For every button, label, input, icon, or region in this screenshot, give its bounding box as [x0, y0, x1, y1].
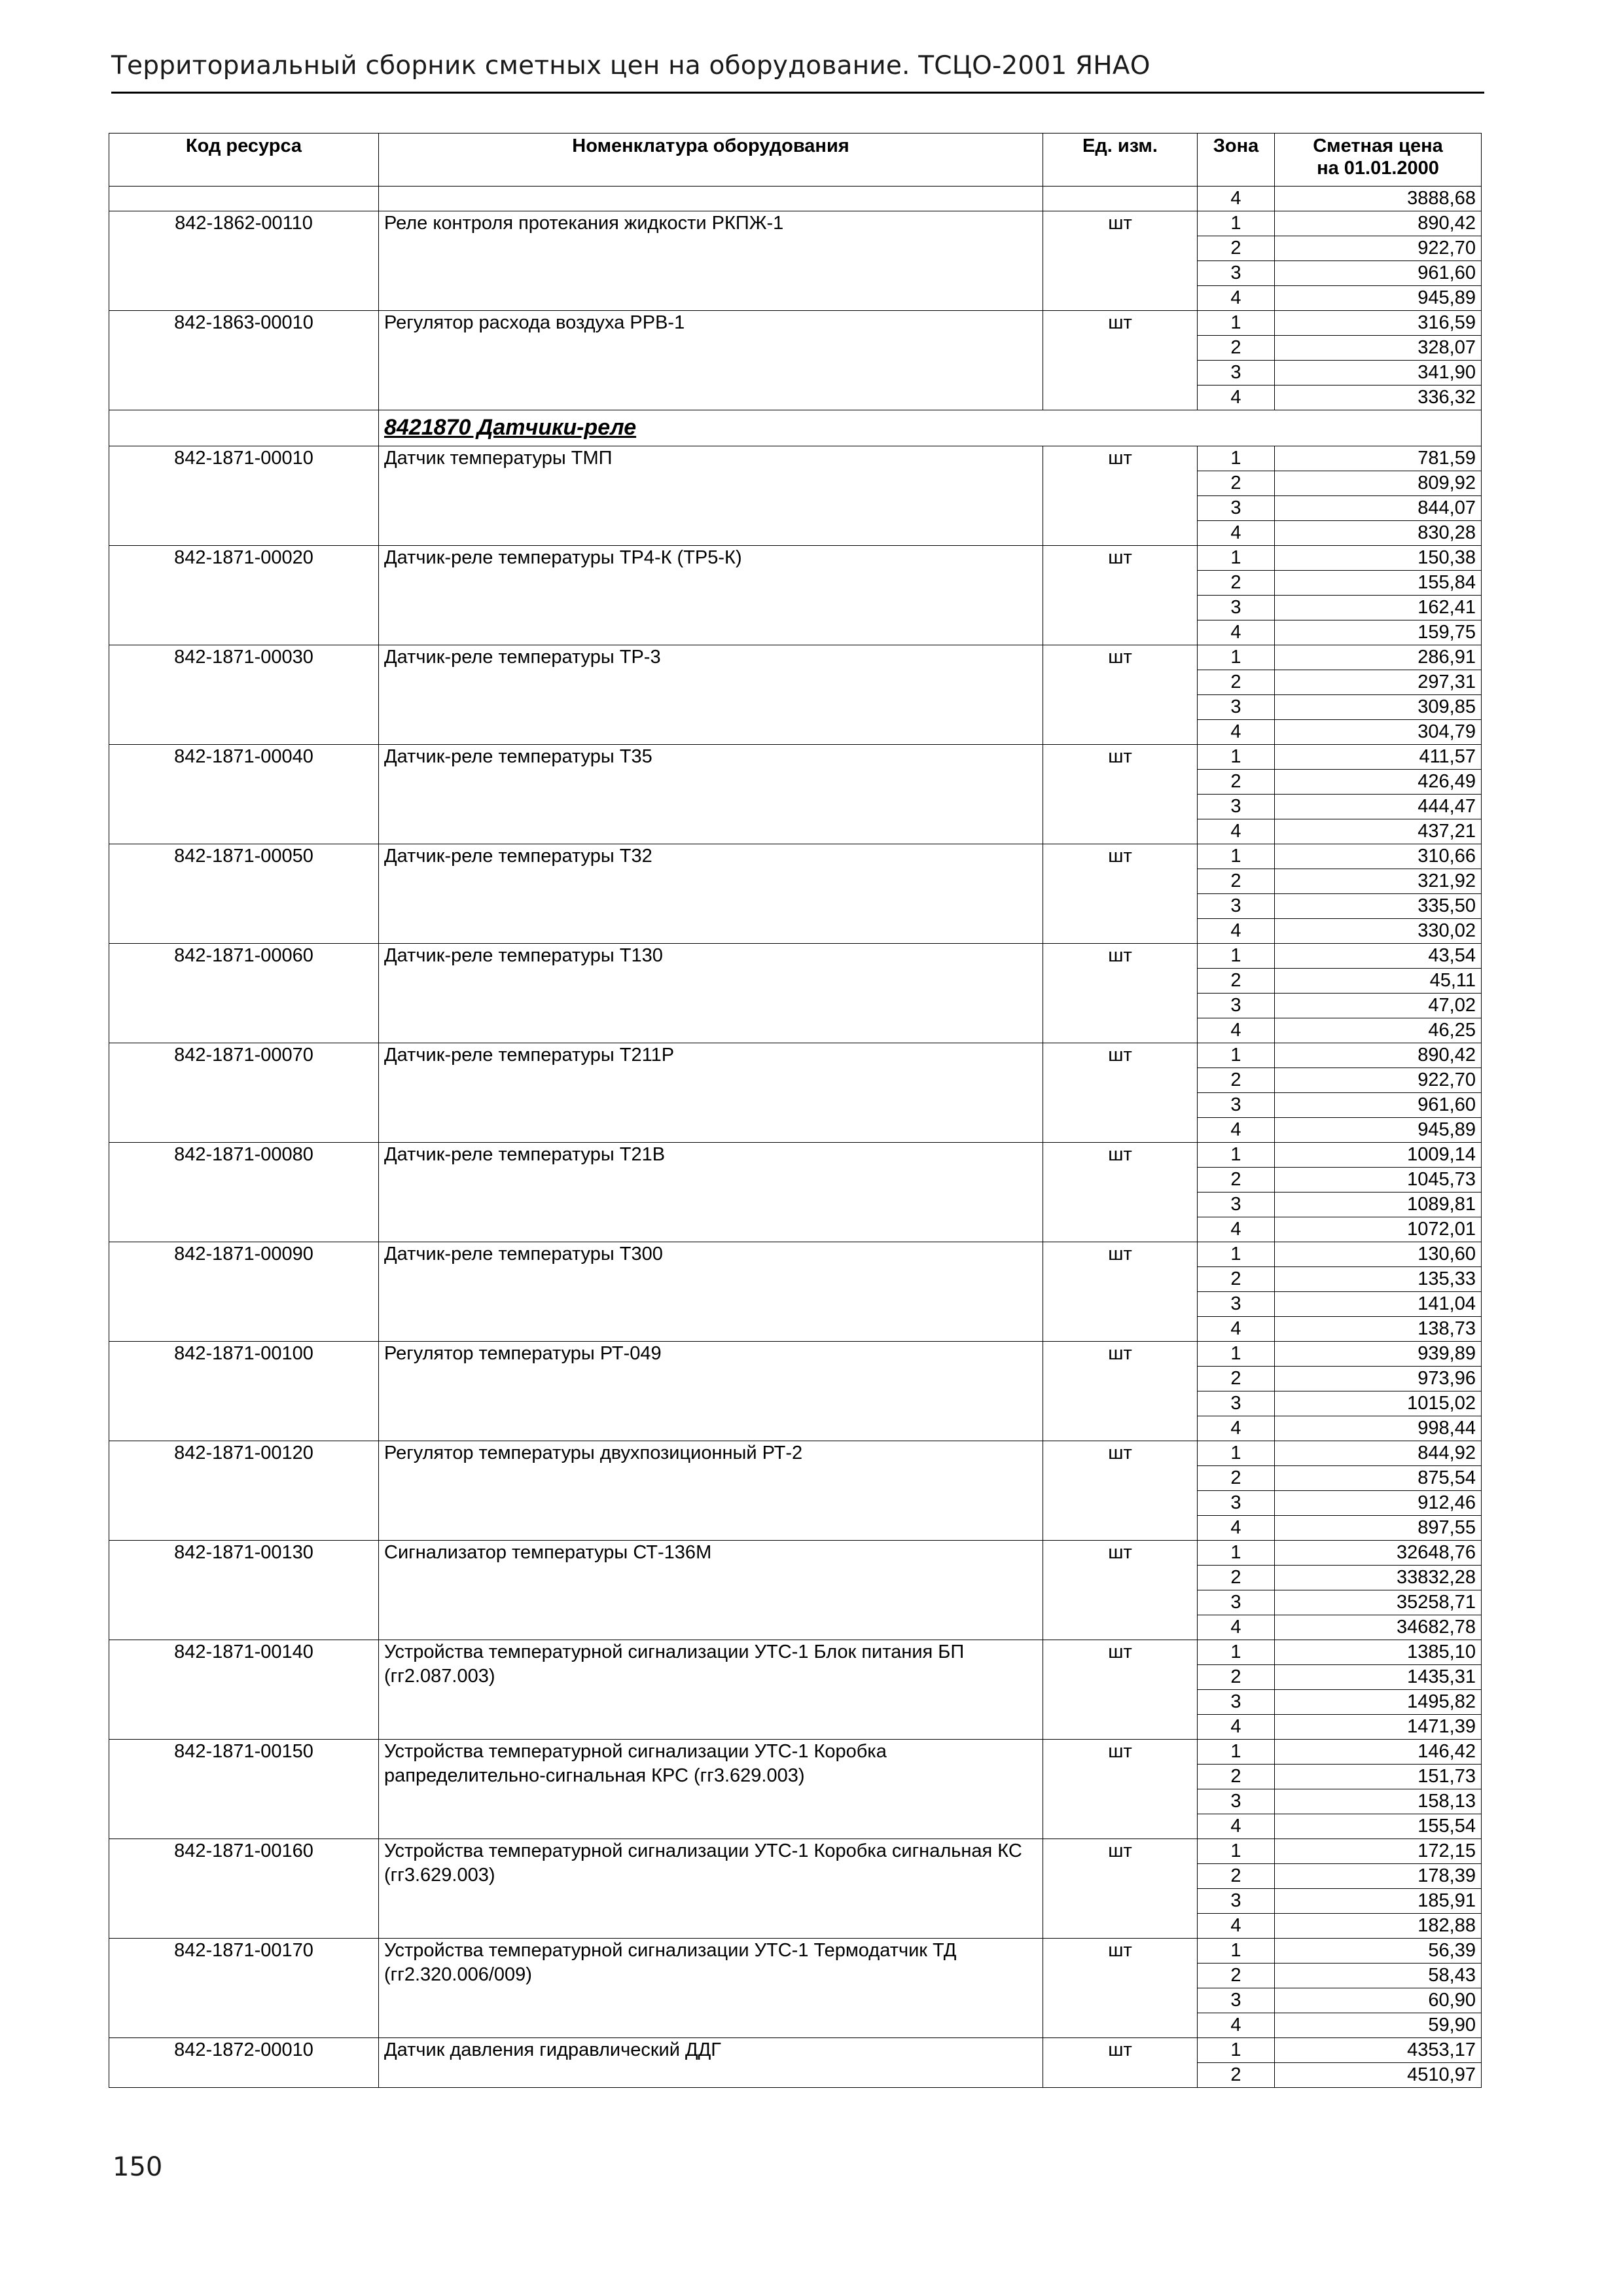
table-row: [109, 1043, 1482, 1068]
estimated-price: 1471,39: [1275, 1715, 1482, 1740]
zone-number: 2: [1198, 770, 1275, 795]
unit-of-measure: шт: [1043, 944, 1198, 1043]
unit-of-measure: шт: [1043, 1541, 1198, 1640]
zone-number: 4: [1198, 386, 1275, 410]
estimated-price: 60,90: [1275, 1988, 1482, 2013]
zone-number: 2: [1198, 1466, 1275, 1491]
column-header-code: Код ресурса: [109, 134, 379, 187]
zone-number: 3: [1198, 1491, 1275, 1516]
table-row: [109, 1939, 1482, 1964]
equipment-name: Устройства температурной сигнализации УТС-1 Блок питания БП (гг2.087.003): [379, 1640, 1043, 1740]
zone-number: 1: [1198, 1839, 1275, 1864]
page-header-title: Территориальный сборник сметных цен на оборудование. ТСЦО-2001 ЯНАО: [111, 51, 1150, 81]
estimated-price: 185,91: [1275, 1889, 1482, 1914]
estimated-price: 172,15: [1275, 1839, 1482, 1864]
column-header-name: Номенклатура оборудования: [379, 134, 1043, 187]
unit-of-measure: шт: [1043, 1740, 1198, 1839]
estimated-price: 178,39: [1275, 1864, 1482, 1889]
zone-number: 4: [1198, 819, 1275, 844]
estimated-price: 304,79: [1275, 720, 1482, 745]
zone-number: 1: [1198, 1640, 1275, 1665]
zone-number: 2: [1198, 670, 1275, 695]
zone-number: 4: [1198, 521, 1275, 546]
zone-number: 4: [1198, 1516, 1275, 1541]
estimated-price: 830,28: [1275, 521, 1482, 546]
table-header-row: [109, 134, 1482, 187]
resource-code: 842-1871-00030: [109, 645, 379, 745]
estimated-price: 330,02: [1275, 919, 1482, 944]
estimated-price: 437,21: [1275, 819, 1482, 844]
resource-code: 842-1872-00010: [109, 2038, 379, 2088]
column-header-price-line2: на 01.01.2000: [1317, 158, 1439, 179]
zone-number: 3: [1198, 361, 1275, 386]
estimated-price: 135,33: [1275, 1267, 1482, 1292]
table-row: [109, 1242, 1482, 1267]
table-row: [109, 211, 1482, 236]
zone-number: 3: [1198, 1093, 1275, 1118]
resource-code: 842-1871-00090: [109, 1242, 379, 1342]
zone-number: 1: [1198, 1939, 1275, 1964]
estimated-price: 151,73: [1275, 1765, 1482, 1789]
estimated-price: 162,41: [1275, 596, 1482, 620]
estimated-price: 155,84: [1275, 571, 1482, 596]
table-row: [109, 2038, 1482, 2063]
estimated-price: 43,54: [1275, 944, 1482, 969]
estimated-price: 444,47: [1275, 795, 1482, 819]
column-header-unit: Ед. изм.: [1043, 134, 1198, 187]
zone-number: 3: [1198, 496, 1275, 521]
estimated-price: 1435,31: [1275, 1665, 1482, 1690]
zone-number: 4: [1198, 187, 1275, 211]
zone-number: 2: [1198, 2063, 1275, 2088]
table-row: [109, 1640, 1482, 1665]
estimated-price: 426,49: [1275, 770, 1482, 795]
resource-code: 842-1871-00010: [109, 446, 379, 546]
equipment-name: Датчик-реле температуры Т32: [379, 844, 1043, 944]
zone-number: 3: [1198, 795, 1275, 819]
unit-of-measure: [1043, 187, 1198, 211]
header-rule: [111, 92, 1484, 94]
zone-number: 2: [1198, 571, 1275, 596]
estimated-price: 945,89: [1275, 286, 1482, 311]
estimated-price: 890,42: [1275, 211, 1482, 236]
estimated-price: 922,70: [1275, 1068, 1482, 1093]
estimated-price: 316,59: [1275, 311, 1482, 336]
resource-code: 842-1871-00170: [109, 1939, 379, 2038]
estimated-price: 1495,82: [1275, 1690, 1482, 1715]
zone-number: 4: [1198, 1615, 1275, 1640]
estimated-price: 56,39: [1275, 1939, 1482, 1964]
resource-code: 842-1871-00130: [109, 1541, 379, 1640]
table-row: [109, 745, 1482, 770]
equipment-name: Сигнализатор температуры СТ-136М: [379, 1541, 1043, 1640]
zone-number: 1: [1198, 211, 1275, 236]
estimated-price: 341,90: [1275, 361, 1482, 386]
section-title: 8421870 Датчики-реле: [384, 415, 637, 440]
zone-number: 2: [1198, 1864, 1275, 1889]
zone-number: 2: [1198, 471, 1275, 496]
zone-number: 3: [1198, 695, 1275, 720]
estimated-price: 34682,78: [1275, 1615, 1482, 1640]
unit-of-measure: шт: [1043, 1342, 1198, 1441]
estimated-price: 146,42: [1275, 1740, 1482, 1765]
zone-number: 1: [1198, 1242, 1275, 1267]
zone-number: 2: [1198, 1068, 1275, 1093]
estimated-price: 309,85: [1275, 695, 1482, 720]
estimated-price: 890,42: [1275, 1043, 1482, 1068]
estimated-price: 922,70: [1275, 236, 1482, 261]
equipment-name: Датчик давления гидравлический ДДГ: [379, 2038, 1043, 2088]
zone-number: 3: [1198, 1590, 1275, 1615]
resource-code: 842-1871-00160: [109, 1839, 379, 1939]
estimated-price: 297,31: [1275, 670, 1482, 695]
estimated-price: 4353,17: [1275, 2038, 1482, 2063]
unit-of-measure: шт: [1043, 1839, 1198, 1939]
zone-number: 1: [1198, 645, 1275, 670]
unit-of-measure: шт: [1043, 2038, 1198, 2088]
resource-code: 842-1871-00050: [109, 844, 379, 944]
zone-number: 3: [1198, 596, 1275, 620]
page-number: 150: [113, 2152, 163, 2182]
zone-number: 3: [1198, 261, 1275, 286]
section-row: [109, 410, 1482, 446]
resource-code: 842-1871-00060: [109, 944, 379, 1043]
zone-number: 2: [1198, 869, 1275, 894]
zone-number: 2: [1198, 1367, 1275, 1391]
equipment-name: Датчик-реле температуры Т21В: [379, 1143, 1043, 1242]
unit-of-measure: шт: [1043, 546, 1198, 645]
estimated-price: 286,91: [1275, 645, 1482, 670]
section-code-cell: [109, 410, 379, 446]
zone-number: 1: [1198, 1043, 1275, 1068]
table-row: [109, 645, 1482, 670]
estimated-price: 47,02: [1275, 994, 1482, 1018]
column-header-zone: Зона: [1198, 134, 1275, 187]
zone-number: 4: [1198, 919, 1275, 944]
zone-number: 1: [1198, 446, 1275, 471]
zone-number: 4: [1198, 720, 1275, 745]
zone-number: 2: [1198, 1964, 1275, 1988]
zone-number: 3: [1198, 1292, 1275, 1317]
resource-code: 842-1871-00100: [109, 1342, 379, 1441]
estimated-price: 781,59: [1275, 446, 1482, 471]
equipment-name: Регулятор расхода воздуха РРВ-1: [379, 311, 1043, 410]
equipment-name: Устройства температурной сигнализации УТС-1 Коробка рапределительно-сигнальная КРС (гг3.629.003): [379, 1740, 1043, 1839]
equipment-name: Реле контроля протекания жидкости РКПЖ-1: [379, 211, 1043, 311]
equipment-name: Датчик-реле температуры Т300: [379, 1242, 1043, 1342]
table-row: [109, 1143, 1482, 1168]
equipment-name: Устройства температурной сигнализации УТС-1 Коробка сигнальная КС (гг3.629.003): [379, 1839, 1043, 1939]
zone-number: 4: [1198, 1018, 1275, 1043]
zone-number: 1: [1198, 311, 1275, 336]
zone-number: 4: [1198, 620, 1275, 645]
unit-of-measure: шт: [1043, 311, 1198, 410]
zone-number: 3: [1198, 1690, 1275, 1715]
table-body: [109, 187, 1482, 2088]
estimated-price: 33832,28: [1275, 1566, 1482, 1590]
zone-number: 3: [1198, 1391, 1275, 1416]
zone-number: 3: [1198, 994, 1275, 1018]
zone-number: 4: [1198, 1217, 1275, 1242]
zone-number: 4: [1198, 2013, 1275, 2038]
zone-number: 2: [1198, 969, 1275, 994]
estimated-price: 912,46: [1275, 1491, 1482, 1516]
estimated-price: 844,07: [1275, 496, 1482, 521]
estimated-price: 32648,76: [1275, 1541, 1482, 1566]
equipment-name: Регулятор температуры двухпозиционный РТ-2: [379, 1441, 1043, 1541]
resource-code: 842-1871-00020: [109, 546, 379, 645]
zone-number: 1: [1198, 1441, 1275, 1466]
zone-number: 3: [1198, 1789, 1275, 1814]
zone-number: 4: [1198, 1914, 1275, 1939]
equipment-name: Датчик-реле температуры Т35: [379, 745, 1043, 844]
estimated-price: 336,32: [1275, 386, 1482, 410]
table-row: [109, 446, 1482, 471]
estimated-price: 998,44: [1275, 1416, 1482, 1441]
zone-number: 1: [1198, 1143, 1275, 1168]
resource-code: 842-1871-00080: [109, 1143, 379, 1242]
resource-code: 842-1871-00070: [109, 1043, 379, 1143]
estimated-price: 411,57: [1275, 745, 1482, 770]
table-row: [109, 944, 1482, 969]
resource-code: [109, 187, 379, 211]
estimated-price: 141,04: [1275, 1292, 1482, 1317]
estimated-price: 1089,81: [1275, 1193, 1482, 1217]
zone-number: 1: [1198, 1342, 1275, 1367]
zone-number: 4: [1198, 1814, 1275, 1839]
zone-number: 4: [1198, 1715, 1275, 1740]
zone-number: 1: [1198, 1740, 1275, 1765]
resource-code: 842-1871-00040: [109, 745, 379, 844]
estimated-price: 59,90: [1275, 2013, 1482, 2038]
estimated-price: 159,75: [1275, 620, 1482, 645]
estimated-price: 945,89: [1275, 1118, 1482, 1143]
estimated-price: 321,92: [1275, 869, 1482, 894]
zone-number: 2: [1198, 1267, 1275, 1292]
column-header-price-line1: Сметная цена: [1313, 135, 1443, 156]
equipment-name: Датчик-реле температуры Т130: [379, 944, 1043, 1043]
estimated-price: 182,88: [1275, 1914, 1482, 1939]
resource-code: 842-1871-00120: [109, 1441, 379, 1541]
resource-code: 842-1862-00110: [109, 211, 379, 311]
resource-code: 842-1871-00150: [109, 1740, 379, 1839]
estimated-price: 844,92: [1275, 1441, 1482, 1466]
table-row: [109, 1541, 1482, 1566]
zone-number: 3: [1198, 1988, 1275, 2013]
zone-number: 2: [1198, 1665, 1275, 1690]
unit-of-measure: шт: [1043, 1441, 1198, 1541]
zone-number: 2: [1198, 1168, 1275, 1193]
table-row: [109, 844, 1482, 869]
zone-number: 1: [1198, 745, 1275, 770]
estimated-price: 58,43: [1275, 1964, 1482, 1988]
table-row: [109, 187, 1482, 211]
unit-of-measure: шт: [1043, 446, 1198, 546]
unit-of-measure: шт: [1043, 1043, 1198, 1143]
unit-of-measure: шт: [1043, 745, 1198, 844]
table-row: [109, 1839, 1482, 1864]
table-row: [109, 1740, 1482, 1765]
estimated-price: 973,96: [1275, 1367, 1482, 1391]
zone-number: 2: [1198, 1566, 1275, 1590]
zone-number: 4: [1198, 286, 1275, 311]
estimated-price: 35258,71: [1275, 1590, 1482, 1615]
estimated-price: 1009,14: [1275, 1143, 1482, 1168]
zone-number: 2: [1198, 236, 1275, 261]
estimated-price: 4510,97: [1275, 2063, 1482, 2088]
zone-number: 1: [1198, 2038, 1275, 2063]
resource-code: 842-1871-00140: [109, 1640, 379, 1740]
equipment-name: Датчик-реле температуры Т211Р: [379, 1043, 1043, 1143]
unit-of-measure: шт: [1043, 645, 1198, 745]
resource-code: 842-1863-00010: [109, 311, 379, 410]
unit-of-measure: шт: [1043, 1242, 1198, 1342]
zone-number: 1: [1198, 1541, 1275, 1566]
estimated-price: 155,54: [1275, 1814, 1482, 1839]
table-row: [109, 1342, 1482, 1367]
column-header-price: [1275, 134, 1482, 187]
section-title-cell: [379, 410, 1482, 446]
equipment-name: [379, 187, 1043, 211]
estimated-price: 809,92: [1275, 471, 1482, 496]
estimated-price: 1072,01: [1275, 1217, 1482, 1242]
zone-number: 3: [1198, 1889, 1275, 1914]
estimated-price: 150,38: [1275, 546, 1482, 571]
zone-number: 2: [1198, 336, 1275, 361]
equipment-name: Датчик температуры ТМП: [379, 446, 1043, 546]
table-row: [109, 311, 1482, 336]
estimated-price: 130,60: [1275, 1242, 1482, 1267]
estimated-price: 897,55: [1275, 1516, 1482, 1541]
equipment-name: Датчик-реле температуры ТР4-К (ТР5-К): [379, 546, 1043, 645]
estimated-price: 3888,68: [1275, 187, 1482, 211]
estimated-price: 46,25: [1275, 1018, 1482, 1043]
estimated-price: 961,60: [1275, 1093, 1482, 1118]
equipment-name: Датчик-реле температуры ТР-3: [379, 645, 1043, 745]
estimated-price: 1015,02: [1275, 1391, 1482, 1416]
unit-of-measure: шт: [1043, 844, 1198, 944]
table-row: [109, 1441, 1482, 1466]
estimated-price: 1045,73: [1275, 1168, 1482, 1193]
zone-number: 1: [1198, 944, 1275, 969]
estimated-price: 138,73: [1275, 1317, 1482, 1342]
zone-number: 3: [1198, 1193, 1275, 1217]
estimated-price: 45,11: [1275, 969, 1482, 994]
zone-number: 4: [1198, 1118, 1275, 1143]
zone-number: 4: [1198, 1317, 1275, 1342]
equipment-price-table: [109, 133, 1482, 2088]
estimated-price: 1385,10: [1275, 1640, 1482, 1665]
equipment-name: Устройства температурной сигнализации УТС-1 Термодатчик ТД (гг2.320.006/009): [379, 1939, 1043, 2038]
zone-number: 3: [1198, 894, 1275, 919]
zone-number: 4: [1198, 1416, 1275, 1441]
unit-of-measure: шт: [1043, 1143, 1198, 1242]
estimated-price: 328,07: [1275, 336, 1482, 361]
estimated-price: 158,13: [1275, 1789, 1482, 1814]
unit-of-measure: шт: [1043, 1939, 1198, 2038]
unit-of-measure: шт: [1043, 211, 1198, 311]
estimated-price: 961,60: [1275, 261, 1482, 286]
zone-number: 2: [1198, 1765, 1275, 1789]
estimated-price: 939,89: [1275, 1342, 1482, 1367]
estimated-price: 335,50: [1275, 894, 1482, 919]
equipment-name: Регулятор температуры РТ-049: [379, 1342, 1043, 1441]
zone-number: 1: [1198, 844, 1275, 869]
unit-of-measure: шт: [1043, 1640, 1198, 1740]
estimated-price: 875,54: [1275, 1466, 1482, 1491]
table-row: [109, 546, 1482, 571]
zone-number: 1: [1198, 546, 1275, 571]
estimated-price: 310,66: [1275, 844, 1482, 869]
